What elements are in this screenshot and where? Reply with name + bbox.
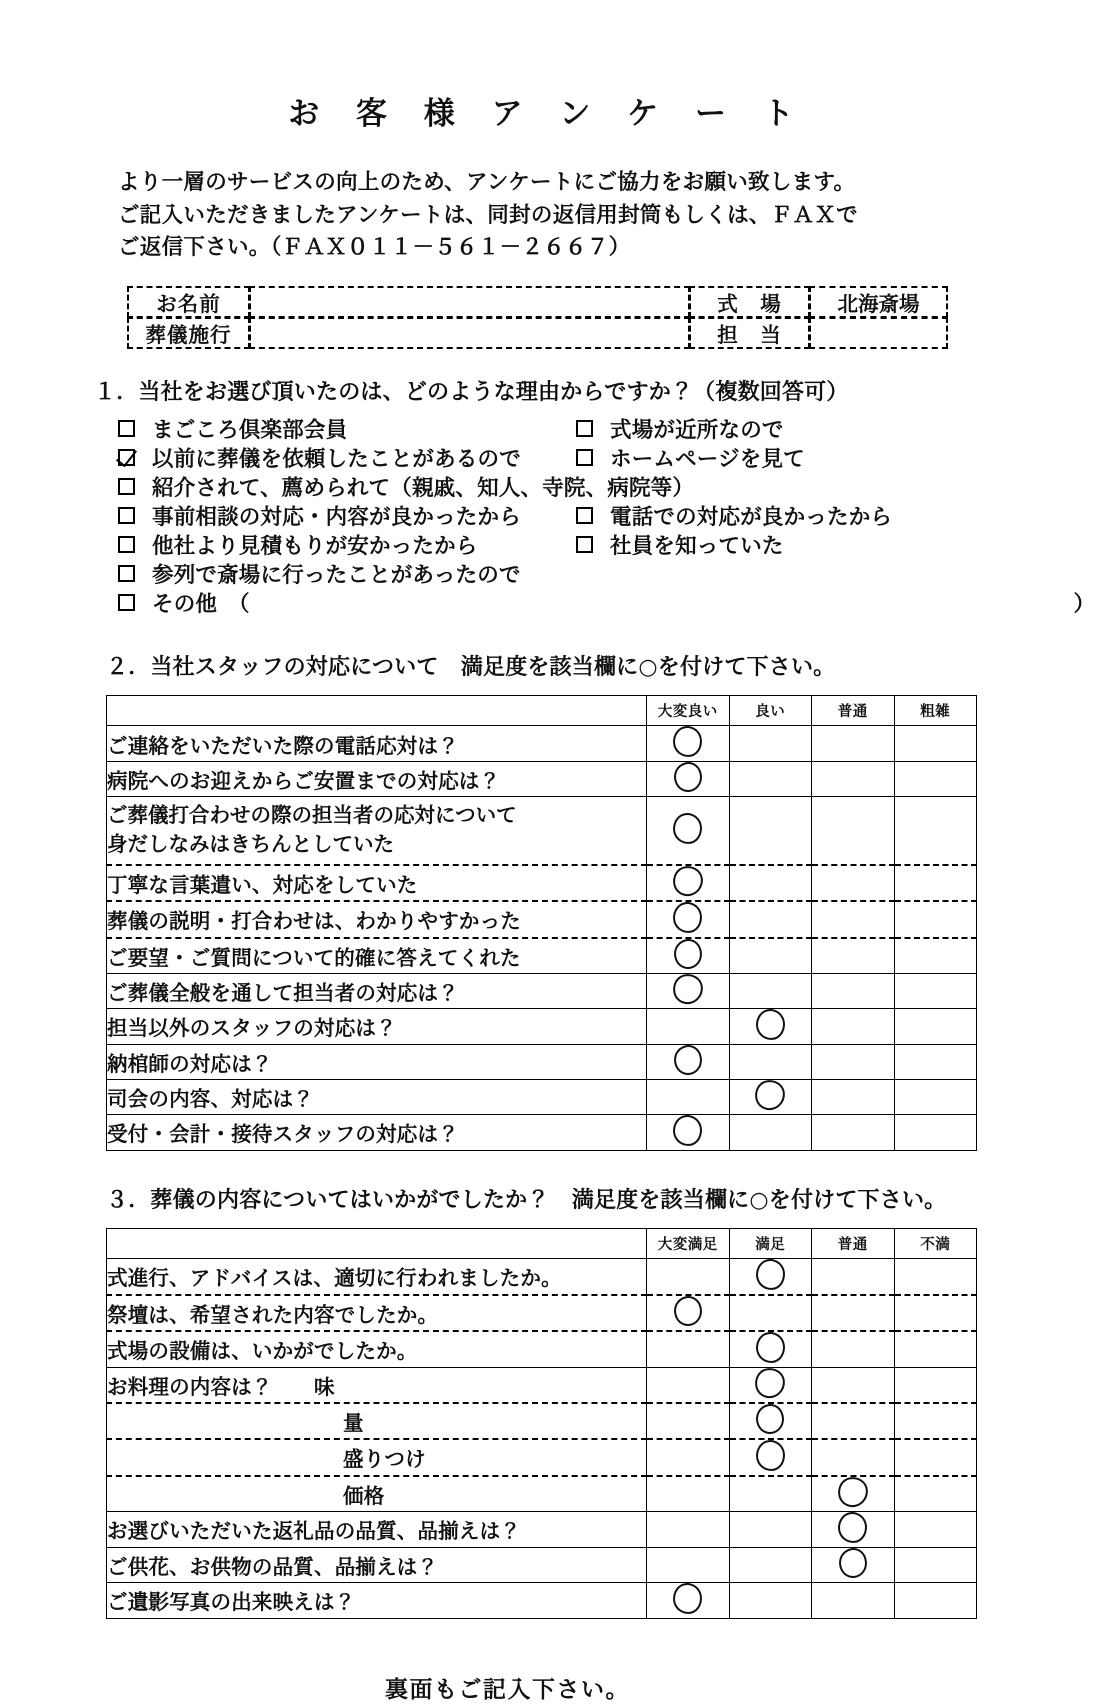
column-header-poor: 粗雑	[894, 696, 977, 726]
table-row-group	[107, 797, 977, 865]
table-row	[107, 1258, 977, 1295]
answer-cell-satisfied[interactable]	[729, 1258, 812, 1295]
circle-mark-icon	[754, 1007, 786, 1040]
checkbox-icon[interactable]	[576, 536, 593, 553]
checkbox-icon[interactable]	[118, 478, 135, 495]
answer-cell-normal[interactable]	[812, 1511, 895, 1547]
answer-cell-poor[interactable]	[894, 865, 977, 901]
circle-mark-icon	[670, 971, 705, 1006]
row-label-line1: ご葬儀打合わせの際の担当者の応対について	[107, 803, 517, 828]
answer-cell-poor[interactable]	[894, 1008, 977, 1044]
checkbox-option-referral[interactable]	[118, 471, 694, 502]
staff-label: 担 当	[689, 317, 810, 349]
option-row	[118, 529, 1075, 558]
row-label: 丁寧な言葉遣い、対応をしていた	[107, 865, 647, 901]
row-label: 祭壇は、希望された内容でしたか。	[107, 1295, 647, 1331]
answer-cell-very-good[interactable]	[647, 865, 730, 901]
option-label: まごころ倶楽部会員	[152, 418, 348, 444]
other-field-close-paren: ）	[1073, 592, 1095, 618]
option-label: 電話での対応が良かったから	[610, 505, 893, 531]
column-header-normal: 普通	[812, 696, 895, 726]
answer-cell-good[interactable]	[729, 938, 812, 974]
row-label-group	[107, 797, 647, 865]
answer-cell-normal[interactable]	[812, 1114, 895, 1150]
answer-cell-dissatisfied[interactable]	[894, 1367, 977, 1403]
answer-cell-very-good[interactable]	[647, 1079, 730, 1114]
table-row	[107, 1547, 977, 1582]
option-label: その他 （	[152, 592, 250, 618]
answer-cell-normal[interactable]	[812, 973, 895, 1008]
checkbox-icon[interactable]	[118, 507, 135, 524]
name-label: お名前	[127, 286, 250, 318]
circle-mark-icon	[753, 1365, 788, 1400]
circle-mark-icon	[755, 1402, 786, 1435]
answer-cell-satisfied[interactable]	[729, 1367, 812, 1403]
answer-cell-very-satisfied[interactable]	[647, 1439, 730, 1476]
intro-paragraph	[118, 167, 1075, 265]
answer-cell-very-satisfied[interactable]	[647, 1403, 730, 1439]
answer-cell-normal[interactable]	[812, 1476, 895, 1512]
option-row	[118, 442, 1075, 471]
customer-info-box	[128, 287, 948, 349]
table-row	[107, 1476, 977, 1512]
answer-cell-very-satisfied[interactable]	[647, 1511, 730, 1547]
checkbox-icon[interactable]	[118, 536, 135, 553]
circle-mark-icon	[670, 863, 705, 898]
footer-note: 裏面もご記入下さい。	[385, 1676, 630, 1703]
table-row	[107, 1114, 977, 1150]
answer-cell-good[interactable]	[729, 762, 812, 797]
row-label: 受付・会計・接待スタッフの対応は？	[107, 1114, 647, 1150]
answer-cell-very-good[interactable]	[647, 901, 730, 938]
answer-cell-dissatisfied[interactable]	[894, 1258, 977, 1295]
row-label: ご連絡をいただいた際の電話応対は？	[107, 726, 647, 762]
table-row	[107, 973, 977, 1008]
answer-cell-normal[interactable]	[812, 797, 895, 865]
question-3-table	[106, 1228, 977, 1619]
option-label: 紹介されて、薦められて（親戚、知人、寺院、病院等）	[152, 476, 695, 502]
answer-cell-good[interactable]	[729, 973, 812, 1008]
question-3-heading: ３．葬儀の内容についてはいかがでしたか？ 満足度を該当欄に○を付けて下さい。	[106, 1187, 947, 1213]
answer-cell-satisfied[interactable]	[729, 1582, 812, 1618]
answer-cell-satisfied[interactable]	[729, 1511, 812, 1547]
answer-cell-good[interactable]	[729, 797, 812, 865]
table-row	[107, 1511, 977, 1547]
answer-cell-normal[interactable]	[812, 1439, 895, 1476]
answer-cell-very-good[interactable]	[647, 797, 730, 865]
answer-cell-good[interactable]	[729, 1044, 812, 1079]
answer-cell-very-good[interactable]	[647, 1008, 730, 1044]
table-row	[107, 1403, 977, 1439]
circle-mark-icon	[672, 1113, 704, 1146]
answer-cell-dissatisfied[interactable]	[894, 1582, 977, 1618]
answer-cell-normal[interactable]	[812, 1079, 895, 1114]
answer-cell-poor[interactable]	[894, 973, 977, 1008]
answer-cell-good[interactable]	[729, 1079, 812, 1114]
option-label: 事前相談の対応・内容が良かったから	[152, 505, 521, 531]
checkbox-option-nearby-venue[interactable]	[576, 413, 784, 444]
answer-cell-very-satisfied[interactable]	[647, 1367, 730, 1403]
service-field[interactable]	[249, 317, 690, 349]
table-row	[107, 1295, 977, 1331]
checkbox-option-website[interactable]	[576, 442, 805, 473]
answer-cell-normal[interactable]	[812, 1403, 895, 1439]
checkbox-option-attended-before[interactable]	[118, 558, 521, 589]
checkbox-option-previous-funeral[interactable]	[118, 442, 576, 473]
option-row	[118, 500, 1075, 529]
table-header-row	[107, 696, 977, 726]
table-row	[107, 726, 977, 762]
column-header-very-satisfied: 大変満足	[647, 1228, 730, 1258]
intro-line-2: ご記入いただきましたアンケートは、同封の返信用封筒もしくは、ＦＡＸで	[118, 202, 858, 228]
circle-mark-icon	[837, 1510, 869, 1543]
row-label: 納棺師の対応は？	[107, 1044, 647, 1079]
checkbox-icon[interactable]	[576, 507, 593, 524]
row-label: 盛りつけ	[107, 1439, 647, 1476]
table-row	[107, 1331, 977, 1368]
answer-cell-good[interactable]	[729, 901, 812, 938]
answer-cell-very-good[interactable]	[647, 973, 730, 1008]
option-label: 参列で斎場に行ったことがあったので	[152, 563, 521, 589]
row-label: ご葬儀全般を通して担当者の対応は？	[107, 973, 647, 1008]
option-label: 他社より見積もりが安かったから	[152, 534, 478, 560]
checkbox-option-magokoro[interactable]	[118, 413, 576, 444]
answer-cell-dissatisfied[interactable]	[894, 1439, 977, 1476]
answer-cell-poor[interactable]	[894, 1044, 977, 1079]
table-row	[107, 901, 977, 938]
table-row	[107, 1367, 977, 1403]
table-row	[107, 1582, 977, 1618]
answer-cell-dissatisfied[interactable]	[894, 1547, 977, 1582]
option-label: 式場が近所なので	[610, 418, 784, 444]
answer-cell-normal[interactable]	[812, 1044, 895, 1079]
checkbox-icon[interactable]	[576, 420, 593, 437]
answer-cell-normal[interactable]	[812, 1008, 895, 1044]
circle-mark-icon	[754, 1330, 786, 1363]
answer-cell-very-good[interactable]	[647, 1044, 730, 1079]
option-label: ホームページを見て	[610, 447, 805, 473]
answer-cell-normal[interactable]	[812, 938, 895, 974]
answer-cell-normal[interactable]	[812, 865, 895, 901]
intro-line-3: ご返信下さい。（ＦＡＸ０１１－５６１－２６６７）	[118, 235, 631, 261]
circle-mark-icon	[672, 761, 703, 794]
answer-cell-very-good[interactable]	[647, 762, 730, 797]
circle-mark-icon	[672, 900, 704, 933]
question-1-heading: １．当社をお選び頂いたのは、どのような理由からですか？（複数回答可）	[94, 380, 849, 406]
answer-cell-normal[interactable]	[812, 762, 895, 797]
checkbox-option-knew-employee[interactable]	[576, 529, 784, 560]
row-label: 病院へのお迎えからご安置までの対応は？	[107, 762, 647, 797]
row-label: お料理の内容は？ 味	[107, 1367, 647, 1403]
answer-cell-satisfied[interactable]	[729, 1295, 812, 1331]
answer-cell-normal[interactable]	[812, 1582, 895, 1618]
row-label: 担当以外のスタッフの対応は？	[107, 1008, 647, 1044]
circle-mark-icon	[672, 725, 704, 758]
answer-cell-very-satisfied[interactable]	[647, 1258, 730, 1295]
option-label: 社員を知っていた	[610, 534, 784, 560]
answer-cell-dissatisfied[interactable]	[894, 1295, 977, 1331]
checkbox-icon[interactable]	[118, 565, 135, 582]
circle-mark-icon	[672, 812, 704, 845]
row-label: 量	[107, 1403, 647, 1439]
circle-mark-icon	[672, 937, 703, 970]
circle-mark-icon	[754, 1257, 786, 1290]
answer-cell-satisfied[interactable]	[729, 1547, 812, 1582]
answer-cell-normal[interactable]	[812, 1547, 895, 1582]
venue-label: 式 場	[689, 286, 810, 318]
column-header-normal: 普通	[812, 1228, 895, 1258]
circle-mark-icon	[672, 1581, 704, 1614]
column-header-satisfied: 満足	[729, 1228, 812, 1258]
option-row	[118, 471, 1075, 500]
circle-mark-icon	[672, 1043, 703, 1076]
table-row	[107, 1439, 977, 1476]
option-label: 以前に葬儀を依頼したことがあるので	[152, 447, 521, 473]
question-1-options	[118, 413, 1095, 618]
circle-mark-icon	[754, 1438, 786, 1471]
question-2-table-wrap	[106, 695, 1075, 1151]
table-row	[107, 938, 977, 974]
row-label: お選びいただいた返礼品の品質、品揃えは？	[107, 1511, 647, 1547]
question-2-table	[106, 695, 977, 1151]
column-header-good: 良い	[729, 696, 812, 726]
checkbox-option-cheaper-quote[interactable]	[118, 529, 576, 560]
table-row	[107, 1079, 977, 1114]
answer-cell-normal[interactable]	[812, 901, 895, 938]
row-label: 価格	[107, 1476, 647, 1512]
answer-cell-poor[interactable]	[894, 938, 977, 974]
answer-cell-dissatisfied[interactable]	[894, 1476, 977, 1512]
answer-cell-dissatisfied[interactable]	[894, 1331, 977, 1368]
table-row	[107, 1008, 977, 1044]
circle-mark-icon	[672, 1294, 703, 1327]
circle-mark-icon	[753, 1077, 788, 1112]
table-row	[107, 762, 977, 797]
option-row	[118, 558, 1075, 587]
table-row	[107, 865, 977, 901]
column-header-dissatisfied: 不満	[894, 1228, 977, 1258]
answer-cell-very-satisfied[interactable]	[647, 1331, 730, 1368]
answer-cell-satisfied[interactable]	[729, 1476, 812, 1512]
answer-cell-normal[interactable]	[812, 1295, 895, 1331]
page-title: お 客 様 ア ン ケ ー ト	[288, 96, 807, 132]
name-field[interactable]	[249, 286, 690, 318]
checkbox-option-pre-consultation[interactable]	[118, 500, 576, 531]
answer-cell-good[interactable]	[729, 726, 812, 762]
staff-field[interactable]	[809, 317, 948, 349]
answer-cell-normal[interactable]	[812, 1331, 895, 1368]
answer-cell-very-satisfied[interactable]	[647, 1295, 730, 1331]
answer-cell-good[interactable]	[729, 865, 812, 901]
row-label: 式進行、アドバイスは、適切に行われましたか。	[107, 1258, 647, 1295]
answer-cell-dissatisfied[interactable]	[894, 1511, 977, 1547]
answer-cell-poor[interactable]	[894, 1079, 977, 1114]
question-2-heading: ２．当社スタッフの対応について 満足度を該当欄に○を付けて下さい。	[106, 655, 836, 681]
answer-cell-very-satisfied[interactable]	[647, 1582, 730, 1618]
row-label: 葬儀の説明・打合わせは、わかりやすかった	[107, 901, 647, 938]
venue-field[interactable]: 北海斎場	[809, 286, 948, 318]
option-row	[118, 413, 1075, 442]
question-3-table-wrap	[106, 1228, 1075, 1619]
column-header-question	[107, 696, 647, 726]
answer-cell-satisfied[interactable]	[729, 1439, 812, 1476]
answer-cell-normal[interactable]	[812, 1258, 895, 1295]
answer-cell-normal[interactable]	[812, 726, 895, 762]
answer-cell-poor[interactable]	[894, 726, 977, 762]
row-label: 司会の内容、対応は？	[107, 1079, 647, 1114]
answer-cell-poor[interactable]	[894, 762, 977, 797]
row-label: 式場の設備は、いかがでしたか。	[107, 1331, 647, 1368]
answer-cell-normal[interactable]	[812, 1367, 895, 1403]
service-label: 葬儀施行	[127, 317, 250, 349]
row-label-line2: 身だしなみはきちんとしていた	[107, 832, 394, 857]
answer-cell-good[interactable]	[729, 1008, 812, 1044]
checkbox-icon[interactable]	[118, 594, 135, 611]
row-label: ご供花、お供物の品質、品揃えは？	[107, 1547, 647, 1582]
answer-cell-very-good[interactable]	[647, 726, 730, 762]
answer-cell-good[interactable]	[729, 1114, 812, 1150]
answer-cell-poor[interactable]	[894, 797, 977, 865]
checkbox-icon[interactable]	[118, 420, 135, 437]
intro-line-1: より一層のサービスの向上のため、アンケートにご協力をお願い致します。	[118, 170, 856, 195]
column-header-question	[107, 1228, 647, 1258]
answer-cell-poor[interactable]	[894, 1114, 977, 1150]
answer-cell-poor[interactable]	[894, 901, 977, 938]
column-header-very-good: 大変良い	[647, 696, 730, 726]
option-row	[118, 587, 1095, 618]
answer-cell-satisfied[interactable]	[729, 1331, 812, 1368]
table-row	[107, 1044, 977, 1079]
table-header-row	[107, 1228, 977, 1258]
row-label: ご遺影写真の出来映えは？	[107, 1582, 647, 1618]
checkbox-checked-icon[interactable]	[118, 449, 135, 466]
answer-cell-very-good[interactable]	[647, 1114, 730, 1150]
circle-mark-icon	[835, 1474, 870, 1509]
answer-cell-dissatisfied[interactable]	[894, 1403, 977, 1439]
checkbox-option-other[interactable]	[118, 587, 250, 618]
row-label: ご要望・ご質問について的確に答えてくれた	[107, 938, 647, 974]
circle-mark-icon	[837, 1546, 868, 1579]
checkbox-icon[interactable]	[576, 449, 593, 466]
answer-cell-satisfied[interactable]	[729, 1403, 812, 1439]
checkbox-option-phone-response[interactable]	[576, 500, 892, 531]
answer-cell-very-satisfied[interactable]	[647, 1476, 730, 1512]
answer-cell-very-good[interactable]	[647, 938, 730, 974]
answer-cell-very-satisfied[interactable]	[647, 1547, 730, 1582]
